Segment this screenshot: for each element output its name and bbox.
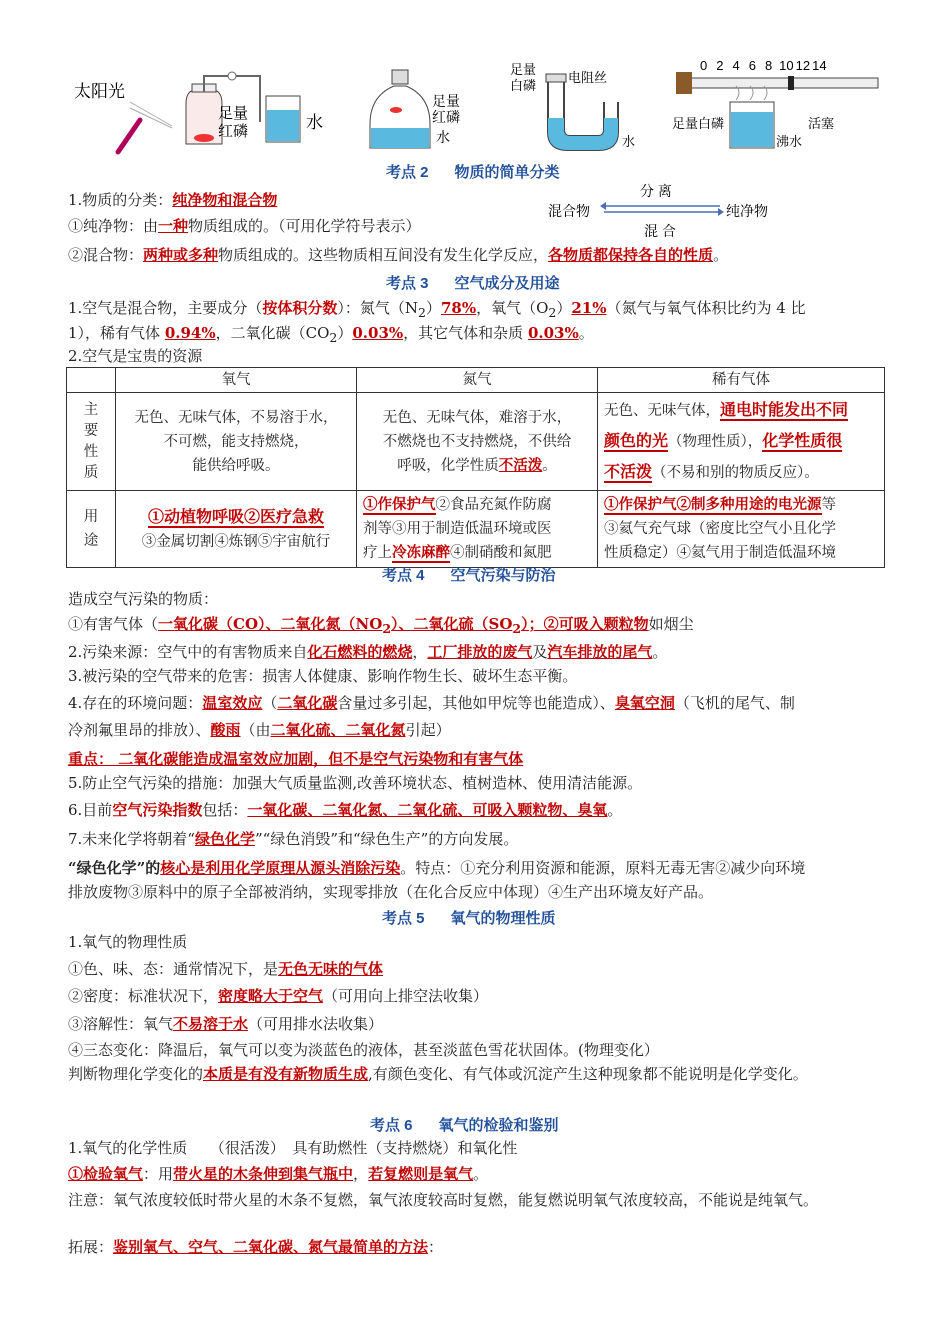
- header-nitrogen: 氮气: [357, 368, 598, 393]
- kp4-line-5: 4.存在的环境问题：温室效应（二氧化碳含量过多引起，其他如甲烷等也能造成）、臭氧空洞（飞机的尾气、制: [68, 694, 795, 712]
- kp4-line-11: “绿色化学”的核心是利用化学原理从源头消除污染。特点：①充分利用资源和能源，原料无毒无害②减少向环境: [68, 859, 806, 877]
- kp3-line-1: 1.空气是混合物，主要成分（按体积分数）：氮气$(N_2)78\%$，氧气$(O_2)21\%$（氮气与氧气体积比约为 4 比: [68, 299, 806, 320]
- kp2-line-2: ①纯净物：由一种物质组成的。（可用化学符号表示）: [68, 217, 421, 235]
- kp4-line-9: 6.目前空气污染指数包括：一氧化碳、二氧化氮、二氧化硫、可吸入颗粒物、臭氧。: [68, 801, 623, 819]
- kp6-line-2: ①检验氧气：用带火星的木条伸到集气瓶中，若复燃则是氧气。: [68, 1165, 489, 1183]
- cell-rare-properties: 无色、无味气体，通电时能发出不同 颜色的光（物理性质），化学性质很 不活泼（不易和别的物质反应）。: [598, 393, 885, 491]
- kp2-line-1: 1.物质的分类：纯净物和混合物: [68, 191, 278, 209]
- fig2-phos-label-2: 红磷: [432, 109, 460, 125]
- fig1-water-label: 水: [306, 113, 323, 132]
- kp5-line-3: ②密度：标准状况下，密度略大于空气（可用向上排空法收集）: [68, 987, 489, 1005]
- kp5-line-1: 1.氧气的物理性质: [68, 933, 188, 951]
- table-row-uses: [67, 491, 885, 568]
- diagram-top-label: 分 离: [640, 183, 672, 199]
- diagram-bottom-label: 混 合: [644, 223, 676, 239]
- fig1-phos-label-2: 红磷: [218, 123, 249, 140]
- cell-nitrogen-properties: 无色、无味气体，难溶于水， 不燃烧也不支持燃烧，不供给 呼吸，化学性质不活泼。: [357, 393, 598, 491]
- figure-1: [74, 72, 323, 152]
- row-label-properties: 主 要 性 质: [67, 393, 116, 491]
- cell-nitrogen-uses: ①作保护气②食品充氮作防腐 剂等③用于制造低温环境或医 疗上冷冻麻醉④制硝酸和氮肥: [357, 491, 598, 568]
- classification-diagram: [540, 180, 790, 240]
- fig1-sunlight-label: 太阳光: [74, 82, 125, 101]
- cell-oxygen-properties: 无色、无味气体，不易溶于水， 不可燃，能支持燃烧， 能供给呼吸。: [116, 393, 357, 491]
- kp5-line-5: ④三态变化：降温后，氧气可以变为淡蓝色的液体，甚至淡蓝色雪花状固体。(物理变化）: [68, 1041, 659, 1059]
- air-resources-table: [66, 367, 885, 568]
- kp3-line-3: 2.空气是宝贵的资源: [68, 347, 203, 365]
- kp4-key-point: 重点： 二氧化碳能造成温室效应加剧，但不是空气污染物和有害气体: [68, 750, 524, 768]
- fig2-phos-label-1: 足量: [432, 93, 460, 109]
- kp5-line-4: ③溶解性：氧气不易溶于水（可用排水法收集）: [68, 1015, 384, 1033]
- fig3-phos-label-1: 足量: [510, 62, 537, 77]
- kp6-heading: 考点 6 氧气的检验和鉴别: [370, 1117, 559, 1134]
- kp4-line-12: 排放废物③原料中的原子全部被消纳，实现零排放（在化合反应中体现）④生产出环境友好产品。: [68, 883, 714, 901]
- kp5-line-2: ①色、味、态：通常情况下，是无色无味的气体: [68, 960, 384, 978]
- kp6-line-4: 拓展：鉴别氧气、空气、二氧化碳、氮气最简单的方法：: [68, 1238, 444, 1256]
- fig4-piston-label: 活塞: [808, 116, 835, 131]
- figure-2: [370, 70, 460, 148]
- kp4-line-2: ①有害气体（一氧化碳（CO）、二氧化氮$(NO_2)$、二氧化硫$(SO_2)$；②可吸入颗粒物如烟尘: [68, 615, 694, 636]
- fig3-water-label: 水: [622, 134, 636, 149]
- kp5-heading: 考点 5 氧气的物理性质: [382, 910, 556, 927]
- fig3-phos-label-2: 白磷: [510, 78, 537, 93]
- fig3-wire-label: 电阻丝: [568, 70, 608, 85]
- diagram-left-label: 混合物: [548, 203, 590, 219]
- kp2-line-3: ②混合物：两种或多种物质组成的。这些物质相互间没有发生化学反应，各物质都保持各自的性质。: [68, 246, 729, 264]
- header-oxygen: 氧气: [116, 368, 357, 393]
- header-rare-gas: 稀有气体: [598, 368, 885, 393]
- fig2-water-label: 水: [436, 129, 450, 145]
- fig4-scale: 0 2 4 6 8 10 12 14: [700, 58, 827, 73]
- fig4-water-label: 沸水: [776, 134, 803, 149]
- kp4-line-8: 5.防止空气污染的措施：加强大气质量监测,改善环境状态、植树造林、使用清洁能源。: [68, 774, 643, 792]
- kp4-line-6: 冷剂氟里昂的排放）、酸雨（由二氧化硫、二氧化氮引起）: [68, 721, 451, 739]
- table-header-row: [67, 368, 885, 393]
- kp6-line-3: 注意：氧气浓度较低时带火星的木条不复燃，氧气浓度较高时复燃，能复燃说明氧气浓度较高，不能说是纯氧气。: [68, 1191, 819, 1209]
- cell-oxygen-uses: ①动植物呼吸②医疗急救 ③金属切割④炼钢⑤宇宙航行: [116, 491, 357, 568]
- kp4-line-1: 造成空气污染的物质：: [68, 590, 219, 608]
- kp5-line-6: 判断物理化学变化的本质是有没有新物质生成,有颜色变化、有气体或沉淀产生这种现象都不能说明是化学变化。: [68, 1065, 808, 1083]
- row-label-uses: 用 途: [67, 491, 116, 568]
- table-row-properties: [67, 393, 885, 491]
- cell-rare-uses: ①作保护气②制多种用途的电光源等 ③氦气充气球（密度比空气小且化学 性质稳定）④氦气用于制造低温环境: [598, 491, 885, 568]
- fig1-phos-label-1: 足量: [218, 105, 249, 122]
- fig4-phos-label: 足量白磷: [672, 116, 725, 131]
- figure-4: [672, 58, 878, 149]
- kp3-heading: 考点 3 空气成分及用途: [386, 275, 560, 292]
- diagram-right-label: 纯净物: [726, 203, 768, 219]
- experiment-figures: [60, 52, 890, 156]
- kp4-line-4: 3.被污染的空气带来的危害：损害人体健康、影响作物生长、破坏生态平衡。: [68, 667, 578, 685]
- figure-3: [510, 62, 635, 150]
- kp4-line-3: 2.污染来源：空气中的有害物质来自化石燃料的燃烧，工厂排放的废气及汽车排放的尾气。: [68, 643, 668, 661]
- kp3-line-2: 1），稀有气体 0.94%，二氧化碳$(CO_2)0.03\%$，其它气体和杂质 0.03%。: [68, 324, 594, 345]
- kp4-line-10: 7.未来化学将朝着“绿色化学”“绿色消毁”和“绿色生产”的方向发展。: [68, 830, 519, 848]
- kp6-line-1: 1.氧气的化学性质 （很活泼） 具有助燃性（支持燃烧）和氧化性: [68, 1139, 518, 1157]
- kp2-heading: 考点 2 物质的简单分类: [386, 164, 560, 181]
- kp4-heading: 考点 4 空气污染与防治: [382, 567, 556, 584]
